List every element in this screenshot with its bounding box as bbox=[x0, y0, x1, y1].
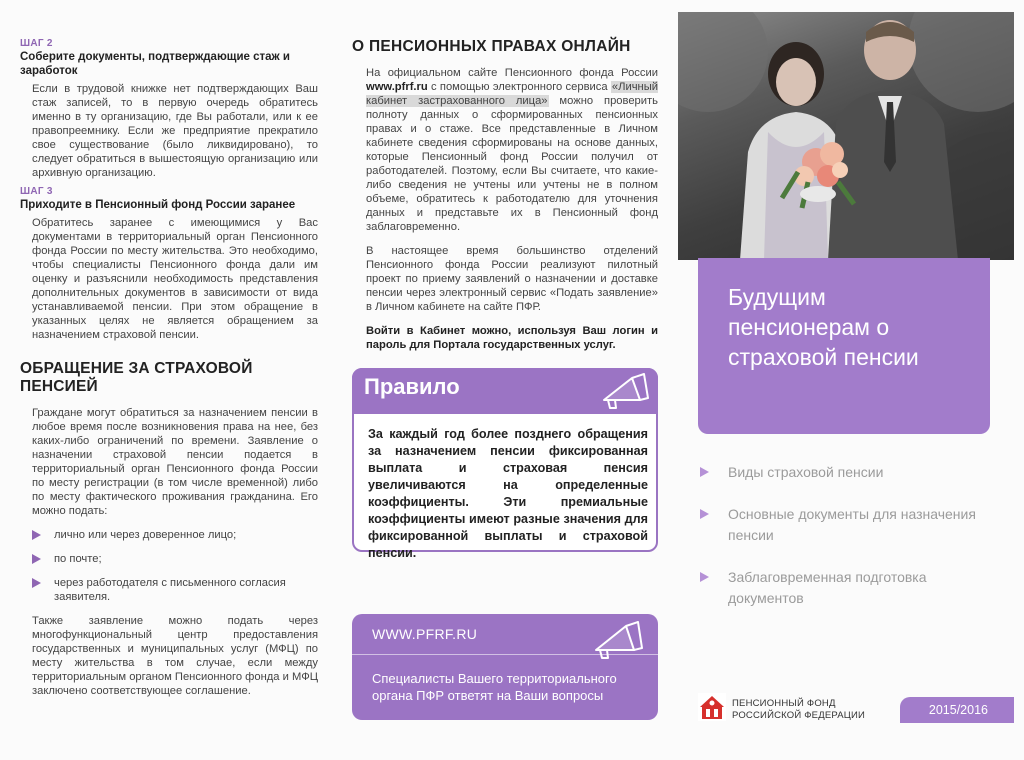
left-column bbox=[20, 38, 318, 698]
site-link[interactable]: www.pfrf.ru bbox=[366, 81, 428, 93]
text-run: можно проверить полноту данных о сформированных пенсионных правах и о стаже. Все представленные в Личном кабинете сведения сформированы на основе данных, которые Пенсионный фонд России получил от работодателей. Поэтому, если Вы считаете, что какие-либо сведения не учтены или учтены не в полном объеме, обратитесь к работодателю для уточнения данных и представьте их в Пенсионный фонд заблаговременно. bbox=[366, 95, 658, 233]
list-item bbox=[32, 528, 318, 542]
text-run: На официальном сайте Пенсионного фонда России bbox=[366, 67, 658, 79]
triangle-bullet-icon bbox=[700, 467, 709, 477]
online-rights-title: О ПЕНСИОННЫХ ПРАВАХ ОНЛАЙН bbox=[352, 38, 631, 55]
couple-illustration bbox=[678, 12, 1014, 260]
text-run: с помощью электронного сервиса bbox=[427, 81, 611, 93]
online-rights-text bbox=[352, 66, 662, 234]
contact-box bbox=[352, 614, 658, 720]
section-text: Граждане могут обратиться за назначением пенсии в любое время после возникновения права на нее, без каких-либо ограничений по времени. Заявление о назначении страховой пенсии подается в территориальный орган Пенсионного фонда России по месту регистрации (в том числе временной) либо по месту фактического проживания гражданина. Его можно подать: bbox=[32, 407, 318, 517]
pilot-project-text: В настоящее время большинство отделений Пенсионного фонда России реализуют пилотный проект по приему заявлений о назначении и доставке пенсии через электронный сервис «Подать заявление» в Личном кабинете на сайте ПФР. bbox=[366, 245, 658, 313]
step2-title: Соберите документы, подтверждающие стаж и заработок bbox=[20, 51, 290, 77]
year-text: 2015/2016 bbox=[928, 703, 988, 717]
contact-text: Специалисты Вашего территориального органа ПФР ответят на Ваши вопросы bbox=[372, 671, 617, 703]
org-line-1: ПЕНСИОННЫЙ ФОНД bbox=[732, 698, 836, 709]
megaphone-icon bbox=[588, 618, 648, 662]
triangle-bullet-icon bbox=[700, 572, 709, 582]
organization-name bbox=[732, 698, 865, 722]
triangle-bullet-icon bbox=[32, 578, 41, 588]
login-note: Войти в Кабинет можно, используя Ваш логин и пароль для Портала государственных услуг. bbox=[366, 325, 658, 351]
cover-title: Будущим пенсионерам о страховой пенсии bbox=[728, 284, 919, 370]
triangle-bullet-icon bbox=[32, 554, 41, 564]
step2-text: Если в трудовой книжке нет подтверждающих Ваш стаж записей, то в первую очередь обратитесь именно в ту организацию, где Вы работали, или к ее правопреемнику. Если же предприятие прекратило свое существование (было ликвидировано), то следует обратиться в вышестоящую организацию или архивную организацию. bbox=[32, 83, 318, 179]
topics-list bbox=[700, 462, 1000, 630]
list-item bbox=[700, 462, 1000, 483]
step3-text: Обратитесь заранее с имеющимися у Вас документами в территориальный орган Пенсионного фонда России по месту жительства. Это необходимо, чтобы специалисты Пенсионного фонда дали им оценку и разъяснили необходимость представления дополнительных документов в зависимости от вида устанавливаемой пенсии. При этом обращение в указанных целях не является обращением за назначением страховой пенсии. bbox=[32, 217, 318, 341]
topic-text: Виды страховой пенсии bbox=[728, 464, 884, 480]
middle-column bbox=[352, 38, 662, 352]
application-methods-list bbox=[32, 528, 318, 604]
list-item-text: по почте; bbox=[54, 553, 102, 565]
rule-box bbox=[352, 368, 658, 560]
megaphone-icon bbox=[596, 370, 652, 412]
step3-label: ШАГ 3 bbox=[20, 186, 53, 197]
topic-text: Основные документы для назначения пенсии bbox=[728, 506, 976, 543]
step2-label: ШАГ 2 bbox=[20, 38, 53, 49]
mfc-text: Также заявление можно подать через многофункциональный центр предоставления государственных и муниципальных услуг (МФЦ) по месту жительства в том случае, если между территориальным органом Пенсионного фонда и МФЦ заключено соответствующее соглашение. bbox=[32, 615, 318, 697]
triangle-bullet-icon bbox=[32, 530, 41, 540]
personal-cabinet-service: «Личный кабинет застрахованного лица» bbox=[366, 81, 658, 107]
pfr-website-link[interactable]: WWW.PFRF.RU bbox=[372, 626, 478, 642]
triangle-bullet-icon bbox=[700, 509, 709, 519]
cover-title-band bbox=[698, 258, 990, 434]
rule-title: Правило bbox=[364, 374, 460, 399]
list-item-text: лично или через доверенное лицо; bbox=[54, 529, 237, 541]
year-badge bbox=[900, 697, 1014, 723]
org-line-2: РОССИЙСКОЙ ФЕДЕРАЦИИ bbox=[732, 710, 866, 721]
rule-text: За каждый год более позднего обращения за назначением пенсии фиксированная выплата и страховая пенсия увеличиваются на определенные коэффициенты. Эти премиальные коэффициенты имеют разные значения для фиксированной выплаты и страховой пенсии. bbox=[368, 427, 648, 560]
rule-header bbox=[352, 368, 658, 414]
list-item bbox=[700, 504, 1000, 546]
pfr-logo-icon bbox=[698, 693, 726, 721]
list-item-text: через работодателя с письменного согласия заявителя. bbox=[54, 577, 286, 603]
topic-text: Заблаговременная подготовка документов bbox=[728, 569, 927, 606]
step3-title: Приходите в Пенсионный фонд России заранее bbox=[20, 199, 296, 211]
section-title: ОБРАЩЕНИЕ ЗА СТРАХОВОЙ ПЕНСИЕЙ bbox=[20, 360, 253, 395]
list-item bbox=[700, 567, 1000, 609]
list-item bbox=[32, 552, 318, 566]
couple-photo bbox=[678, 12, 1014, 260]
list-item bbox=[32, 576, 318, 604]
